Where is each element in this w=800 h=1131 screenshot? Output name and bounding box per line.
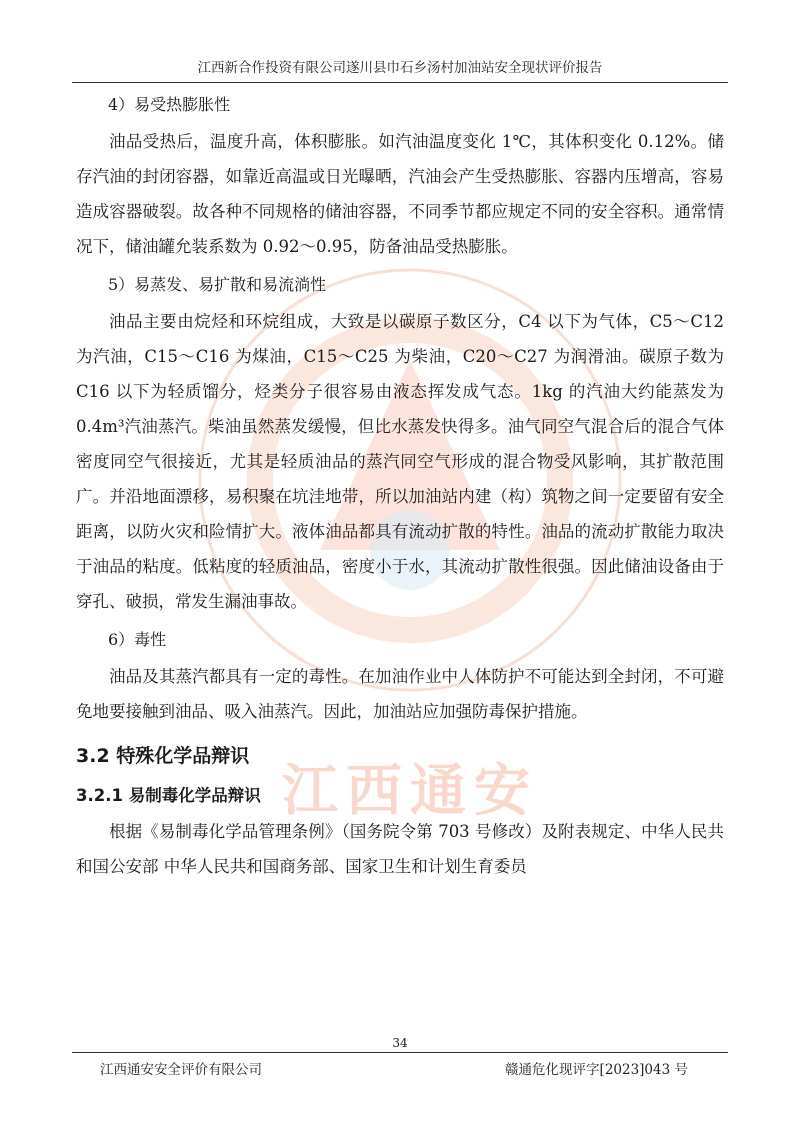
section-5-paragraph: 油品主要由烷烃和环烷组成，大致是以碳原子数区分，C4 以下为气体，C5～C12 为汽油，C15～C16 为煤油，C15～C25 为柴油，C20～C27 为润滑油。碳原子数为 C16 以下为轻质馏分，烃类分子很容易由液态挥发成气态。1kg 的汽油大约能蒸发为 0.4m³汽油蒸汽。柴油虽然蒸发缓慢，但比水蒸发快得多。油气同空气混合后的混合气体密度同空气很接近，尤其是轻质油品的蒸汽同空气形成的混合物受风影响，其扩散范围广。并沿地面漂移，易积聚在坑洼地带，所以加油站内建（构）筑物之间一定要留有安全距离，以防火灾和险情扩大。液体油品都具有流动扩散的特性。油品的流动扩散能力取决于油品的粘度。低粘度的轻质油品，密度小于水，其流动扩散性很强。因此储油设备由于穿孔、破损，常发生漏油事故。 xyxy=(76,312,724,611)
section-6-paragraph: 油品及其蒸汽都具有一定的毒性。在加油作业中人体防护不可能达到全封闭，不可避免地要接触到油品、吸入油蒸汽。因此，加油站应加强防毒保护措施。 xyxy=(76,667,724,721)
heading-3-2: 3.2 特殊化学品辩识 xyxy=(76,745,250,767)
heading-3-2-1: 3.2.1 易制毒化学品辩识 xyxy=(76,786,261,805)
page-number: 34 xyxy=(392,1036,408,1050)
footer-report-number: 赣通危化现评字[2023]043 号 xyxy=(505,1062,688,1078)
page-footer xyxy=(72,1052,728,1078)
section-4-paragraph: 油品受热后，温度升高，体积膨胀。如汽油温度变化 1℃，其体积变化 0.12%。储存汽油的封闭容器，如靠近高温或日光曝晒，汽油会产生受热膨胀、容器内压增高，容易造成容器破裂。故各种不同规格的储油容器，不同季节都应规定不同的安全容积。通常情况下，储油罐允装系数为 0.92～0.95，防备油品受热膨胀。 xyxy=(76,132,724,256)
section-5-title: 5）易蒸发、易扩散和易流淌性 xyxy=(108,275,327,294)
section-4-title: 4）易受热膨胀性 xyxy=(108,95,231,114)
svg-text:江西通安: 江西通安 xyxy=(282,759,538,822)
section-6-title: 6）毒性 xyxy=(108,630,167,649)
page-header: 江西新合作投资有限公司遂川县巾石乡汤村加油站安全现状评价报告 xyxy=(72,56,728,83)
footer-company: 江西通安安全评价有限公司 xyxy=(100,1062,262,1078)
section-3-2-1-paragraph: 根据《易制毒化学品管理条例》（国务院令第 703 号修改）及附表规定、中华人民共和国公安部 中华人民共和国商务部、国家卫生和计划生育委员 xyxy=(76,822,724,876)
document-body xyxy=(76,92,724,892)
